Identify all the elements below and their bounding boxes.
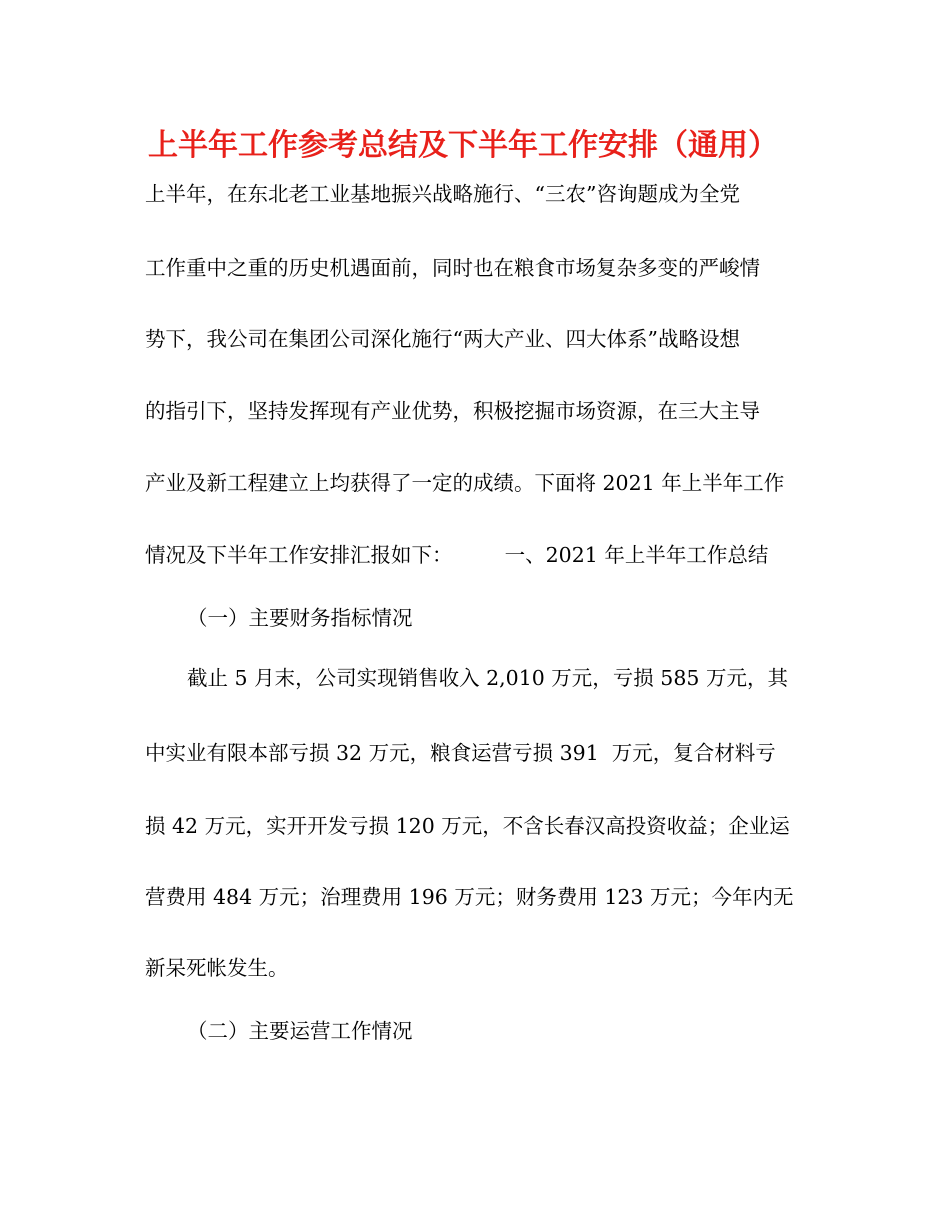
document-title: 上半年工作参考总结及下半年工作安排（通用） bbox=[148, 128, 778, 163]
paragraph-line: 截止 5 月末，公司实现销售收入 2,010 万元，亏损 585 万元，其 bbox=[187, 666, 788, 690]
paragraph-line: 工作重中之重的历史机遇面前，同时也在粮食市场复杂多变的严峻情 bbox=[145, 256, 760, 280]
paragraph-line: 产业及新工程建立上均获得了一定的成绩。下面将 2021 年上半年工作 bbox=[145, 471, 785, 495]
section-heading: （一）主要财务指标情况 bbox=[187, 606, 413, 630]
paragraph-line: 的指引下，坚持发挥现有产业优势，积极挖掘市场资源，在三大主导 bbox=[145, 399, 760, 423]
paragraph-line: 中实业有限本部亏损 32 万元，粮食运营亏损 391 万元，复合材料亏 bbox=[145, 741, 776, 765]
paragraph-line: 上半年，在东北老工业基地振兴战略施行、“三农”咨询题成为全党 bbox=[145, 182, 740, 206]
paragraph-line: 营费用 484 万元；治理费用 196 万元；财务费用 123 万元；今年内无 bbox=[145, 885, 794, 909]
paragraph-line: 损 42 万元，实开开发亏损 120 万元，不含长春汉高投资收益；企业运 bbox=[145, 814, 790, 838]
section-heading: （二）主要运营工作情况 bbox=[187, 1019, 413, 1043]
paragraph-line: 势下，我公司在集团公司深化施行“两大产业、四大体系”战略设想 bbox=[145, 327, 740, 351]
paragraph-line: 情况及下半年工作安排汇报如下： 一、2021 年上半年工作总结 bbox=[145, 543, 769, 567]
paragraph-line: 新呆死帐发生。 bbox=[145, 956, 289, 980]
